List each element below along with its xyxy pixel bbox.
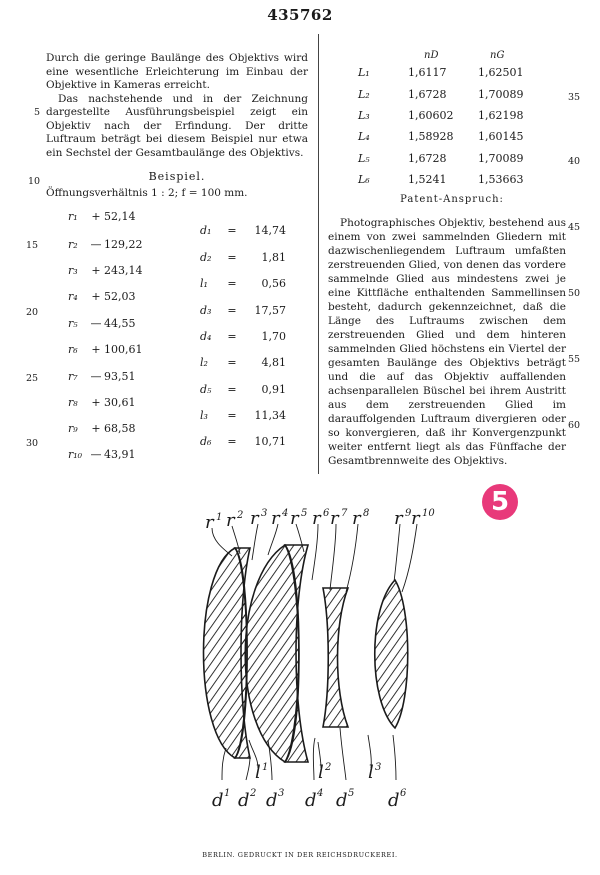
distance-row: d₃ = 17,57 <box>200 304 286 317</box>
patent-number: 435762 <box>267 6 333 24</box>
label-d6: d <box>388 790 400 811</box>
distance-row: d₂ = 1,81 <box>200 251 286 264</box>
label-r4-sup: 4 <box>282 508 289 519</box>
index-row: L₂ 1,6728 1,70089 <box>358 88 524 101</box>
line-number-5: 5 <box>34 107 41 118</box>
distance-row: l₂ = 4,81 <box>200 356 286 369</box>
label-r9-sup: 9 <box>405 508 412 519</box>
label-r5: r <box>290 508 299 529</box>
page-number-badge: 5 <box>482 484 518 520</box>
distance-row: l₁ = 0,56 <box>200 277 286 290</box>
label-r1-sup: 1 <box>216 512 223 523</box>
aperture-ratio: Öffnungsverhältnis 1 : 2; f = 100 mm. <box>46 187 248 199</box>
claim-text: Photographisches Objektiv, bestehend aus einem von zwei sammelnden Gliedern mit dazwischenliegendem Luftraum umfaßten zerstreuenden Glied, von denen das vordere sammelnde Glied aus mindestens zwei je eine Kittfläche enthaltenden Sammellinsen besteht, dadurch gekennzeichnet, daß die Länge des Luftraums zwischen dem zerstreuenden Glied und dem hinteren sammelnden Glied höchstens ein Viertel der gesamten Baulänge des Objektivs beträgt und die auf das Objektiv auffallenden achsenparallelen Büschel bei ihrem Austritt aus dem zerstreuenden Glied im darauffolgenden Luftraum divergieren oder so konvergieren, daß ihr Konvergenzpunkt weiter entfernt liegt als das Fünffache der Gesamtbrennweite des Objektivs. <box>328 217 566 467</box>
label-d2: d <box>238 790 250 811</box>
line-number-15: 15 <box>26 240 39 251</box>
label-d1-sup: 1 <box>224 788 231 799</box>
column-header-ng: nG <box>490 50 505 61</box>
line-number-10: 10 <box>28 176 41 187</box>
radius-row: r₉ + 68,58 <box>68 422 136 435</box>
line-number-30: 30 <box>26 438 39 449</box>
label-d3-sup: 3 <box>278 788 285 799</box>
line-number-20: 20 <box>26 307 39 318</box>
label-d3: d <box>266 790 278 811</box>
column-divider <box>318 34 319 474</box>
index-row: L₄ 1,58928 1,60145 <box>358 130 524 143</box>
line-number-60: 60 <box>568 420 581 431</box>
radius-row: r₁₀ — 43,91 <box>68 448 136 461</box>
line-number-35: 35 <box>568 92 581 103</box>
label-d4: d <box>305 790 317 811</box>
lens-diagram <box>0 500 600 845</box>
printer-footer: BERLIN. GEDRUCKT IN DER REICHSDRUCKEREI. <box>202 851 398 859</box>
label-l1: l <box>255 762 261 783</box>
claim-title: Patent-Anspruch: <box>400 194 504 205</box>
label-r6: r <box>312 508 321 529</box>
radius-row: r₆ + 100,61 <box>68 343 143 356</box>
radius-row: r₇ — 93,51 <box>68 370 136 383</box>
index-row: L₆ 1,5241 1,53663 <box>358 173 524 186</box>
label-d5: d <box>336 790 348 811</box>
label-d5-sup: 5 <box>348 788 355 799</box>
label-l3-sup: 3 <box>375 762 382 773</box>
column-header-nd: nD <box>424 50 439 61</box>
radius-row: r₈ + 30,61 <box>68 396 136 409</box>
lens-l5 <box>323 588 348 727</box>
label-l2-sup: 2 <box>325 762 332 773</box>
index-row: L₃ 1,60602 1,62198 <box>358 109 524 122</box>
line-number-45: 45 <box>568 222 581 233</box>
radius-row: r₄ + 52,03 <box>68 290 136 303</box>
label-r7: r <box>330 508 339 529</box>
intro-paragraph-1: Durch die geringe Baulänge des Objektivs wird eine wesentliche Erleichterung im Einbau der Objektive in Kameras erreicht. <box>46 52 308 91</box>
distance-row: d₁ = 14,74 <box>200 224 286 237</box>
label-r1: r <box>205 512 214 533</box>
thickness-labels <box>212 788 407 811</box>
radius-labels <box>205 508 435 533</box>
label-r9: r <box>394 508 403 529</box>
label-d4-sup: 4 <box>317 788 324 799</box>
label-r3-sup: 3 <box>261 508 268 519</box>
label-r3: r <box>250 508 259 529</box>
label-r8: r <box>352 508 361 529</box>
line-number-25: 25 <box>26 373 39 384</box>
lens-l6 <box>375 580 408 728</box>
label-r7-sup: 7 <box>341 508 348 519</box>
lens-elements <box>204 545 408 762</box>
radius-row: r₃ + 243,14 <box>68 264 143 277</box>
distance-row: l₃ = 11,34 <box>200 409 286 422</box>
label-d2-sup: 2 <box>250 788 257 799</box>
label-r10-sup: 10 <box>422 508 435 519</box>
radius-row: r₅ — 44,55 <box>68 317 136 330</box>
label-r10: r <box>411 508 420 529</box>
index-row: L₁ 1,6117 1,62501 <box>358 66 524 79</box>
label-r4: r <box>271 508 280 529</box>
label-r5-sup: 5 <box>301 508 308 519</box>
label-d1: d <box>212 790 224 811</box>
label-d6-sup: 6 <box>400 788 407 799</box>
line-number-55: 55 <box>568 354 581 365</box>
intro-text <box>46 52 308 160</box>
label-l3: l <box>368 762 374 783</box>
radius-row: r₂ — 129,22 <box>68 238 143 251</box>
distance-row: d₄ = 1,70 <box>200 330 286 343</box>
label-l1-sup: 1 <box>262 762 269 773</box>
radius-row: r₁ + 52,14 <box>68 210 136 223</box>
airspace-labels <box>255 762 381 783</box>
distance-row: d₅ = 0,91 <box>200 383 286 396</box>
intro-paragraph-2: Das nachstehende und in der Zeichnung dargestellte Ausführungsbeispiel zeigt ein Objektiv nach der Erfindung. Der dritte Luftraum beträgt bei diesem Beispiel nur etwa ein Sechstel der Gesamtbaulänge des Objektivs. <box>46 92 308 159</box>
distance-row: d₆ = 10,71 <box>200 435 286 448</box>
example-title: Beispiel. <box>148 170 206 183</box>
label-r2-sup: 2 <box>237 510 244 521</box>
label-r2: r <box>226 510 235 531</box>
label-r6-sup: 6 <box>323 508 330 519</box>
label-r8-sup: 8 <box>363 508 370 519</box>
line-number-40: 40 <box>568 156 581 167</box>
index-row: L₅ 1,6728 1,70089 <box>358 152 524 165</box>
line-number-50: 50 <box>568 288 581 299</box>
lens-l3 <box>245 545 299 762</box>
label-l2: l <box>318 762 324 783</box>
